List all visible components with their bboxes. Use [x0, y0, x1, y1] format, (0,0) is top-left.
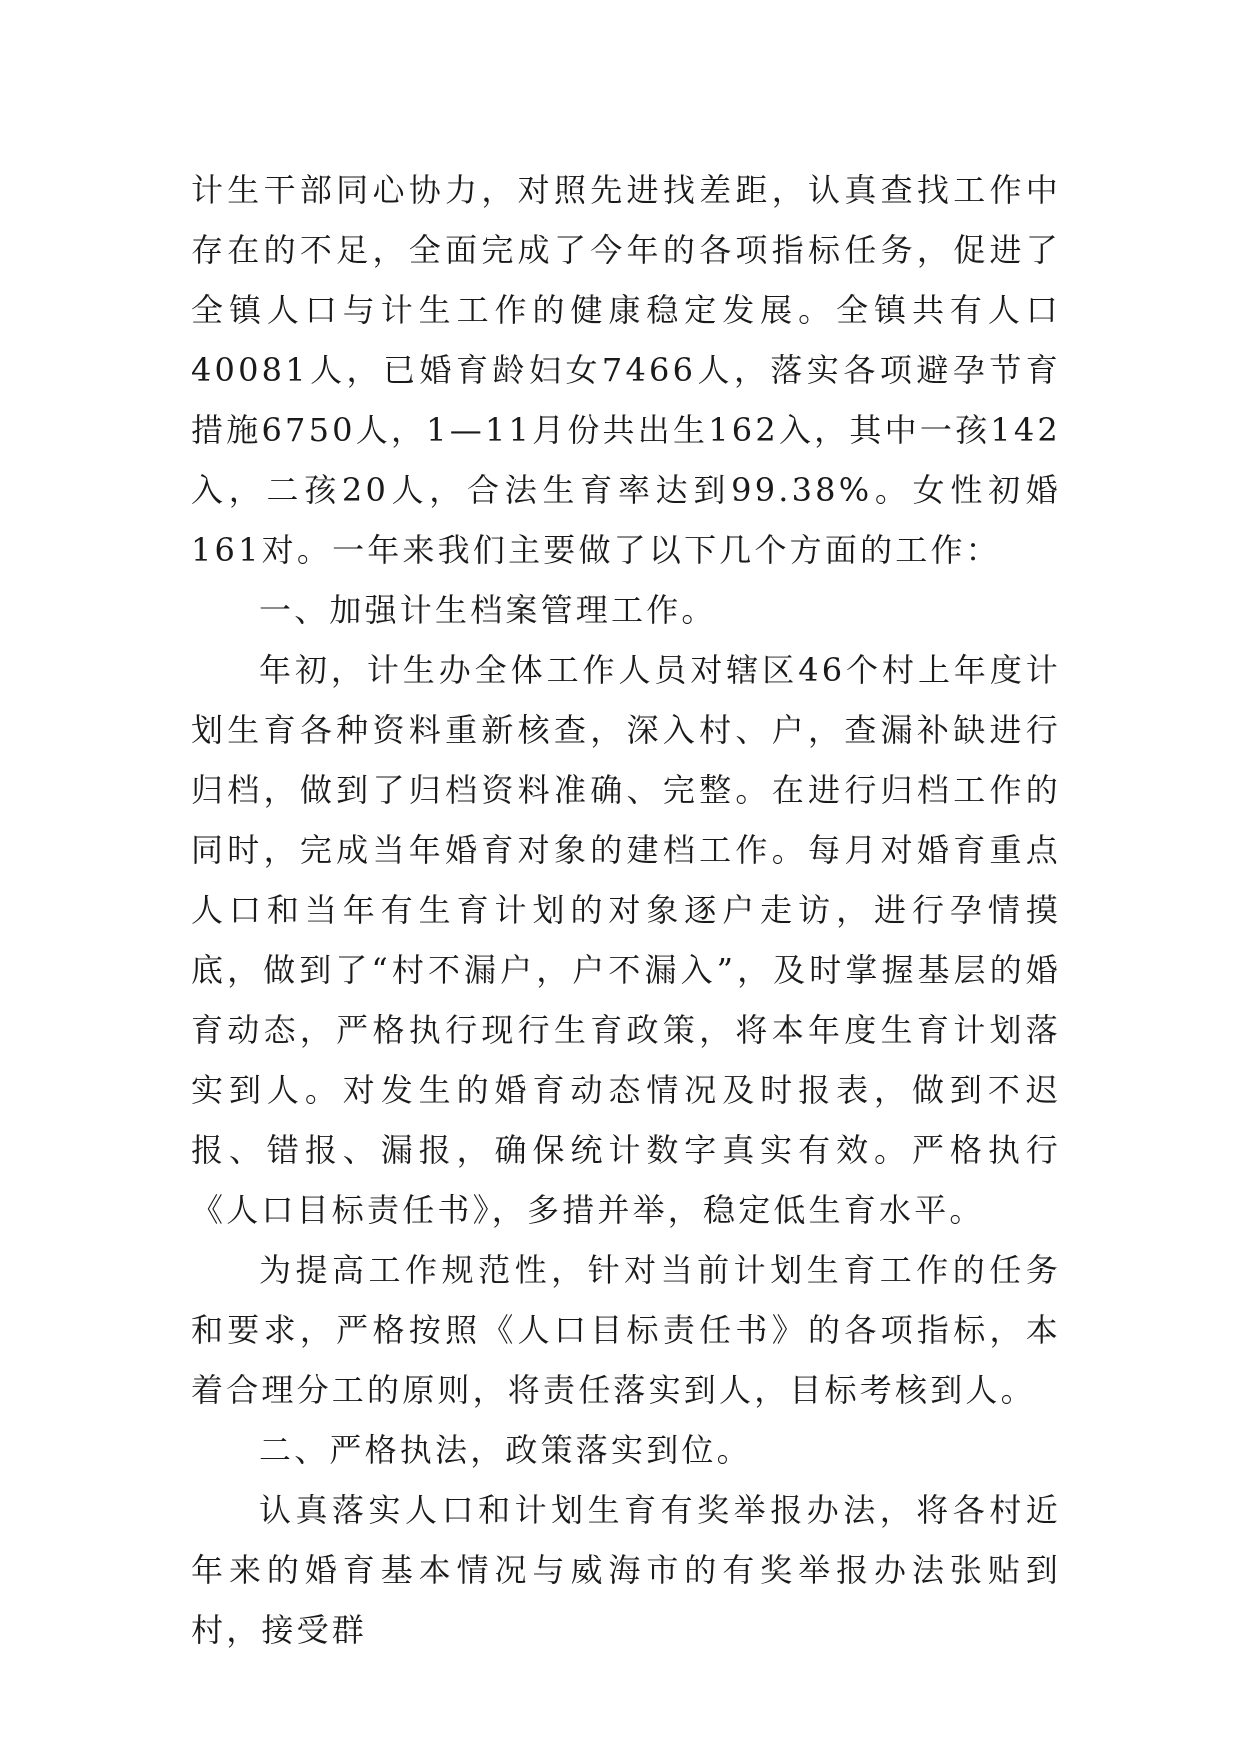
document-body	[191, 160, 1061, 1660]
paragraph-archive-management: 年初，计生办全体工作人员对辖区46个村上年度计划生育各种资料重新核查，深入村、户，查漏补缺进行归档，做到了归档资料准确、完整。在进行归档工作的同时，完成当年婚育对象的建档工作。每月对婚育重点人口和当年有生育计划的对象逐户走访，进行孕情摸底，做到了“村不漏户，户不漏入”，及时掌握基层的婚育动态，严格执行现行生育政策，将本年度生育计划落实到人。对发生的婚育动态情况及时报表，做到不迟报、错报、漏报，确保统计数字真实有效。严格执行《人口目标责任书》，多措并举，稳定低生育水平。	[191, 651, 1061, 1229]
section-heading-2: 二、严格执法，政策落实到位。	[259, 1431, 752, 1469]
section-heading-1: 一、加强计生档案管理工作。	[259, 591, 717, 629]
paragraph-intro: 计生干部同心协力，对照先进找差距，认真查找工作中存在的不足，全面完成了今年的各项指标任务，促进了全镇人口与计生工作的健康稳定发展。全镇共有人口40081人，已婚育龄妇女7466人，落实各项避孕节育措施6750人，1—11月份共出生162入，其中一孩142入，二孩20人，合法生育率达到99.38%。女性初婚161对。一年来我们主要做了以下几个方面的工作：	[191, 171, 1061, 569]
paragraph-reporting-measures: 认真落实人口和计划生育有奖举报办法，将各村近年来的婚育基本情况与威海市的有奖举报办法张贴到村，接受群	[191, 1491, 1061, 1649]
paragraph-work-standardization: 为提高工作规范性，针对当前计划生育工作的任务和要求，严格按照《人口目标责任书》的各项指标，本着合理分工的原则，将责任落实到人，目标考核到人。	[191, 1251, 1061, 1409]
